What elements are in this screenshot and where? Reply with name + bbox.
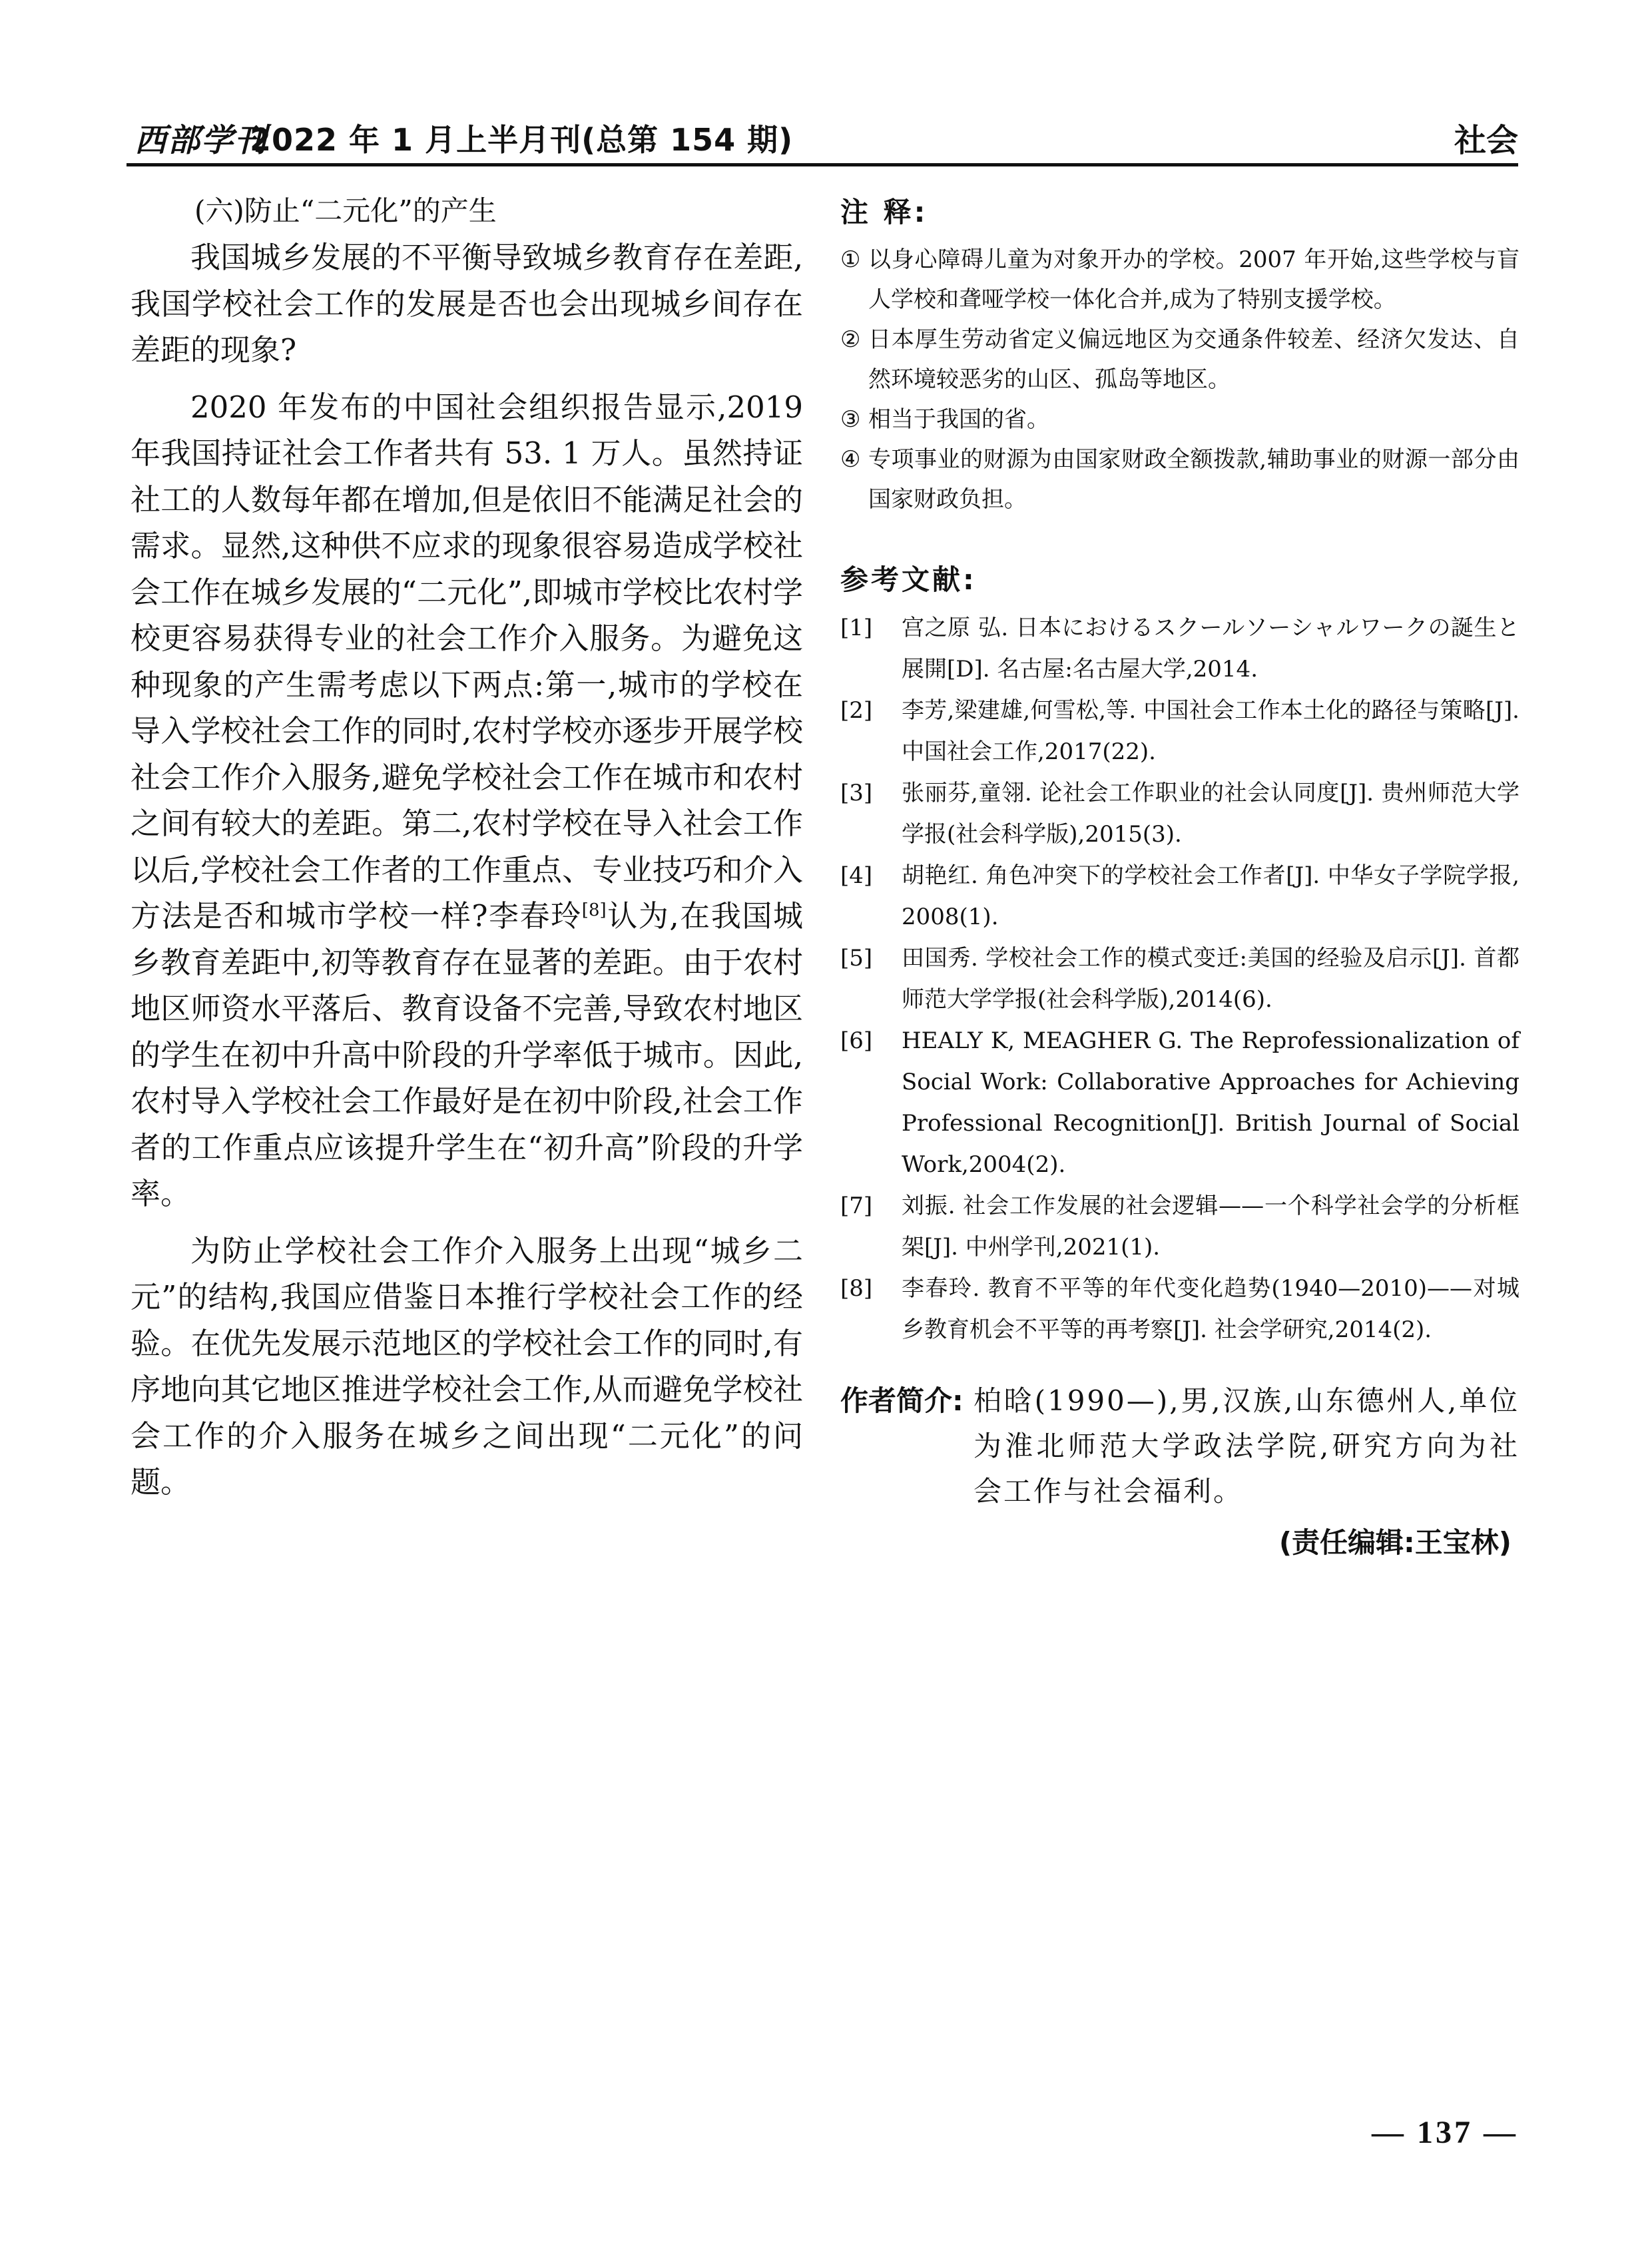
- author-text: 柏晗(1990—),男,汉族,山东德州人,单位为淮北师范大学政法学院,研究方向为社会工作与社会福利。: [973, 1384, 1519, 1508]
- page-header: [127, 115, 1518, 161]
- author-bio: [840, 1378, 1519, 1514]
- reference-number: [3]: [840, 780, 873, 806]
- responsible-editor: (责任编辑:王宝林): [1278, 1526, 1512, 1559]
- reference-item: [840, 690, 1519, 772]
- paragraph-3: 为防止学校社会工作介入服务上出现“城乡二元”的结构,我国应借鉴日本推行学校社会工作的经验。在优先发展示范地区的学校社会工作的同时,有序地向其它地区推进学校社会工作,从而避免学校社会工作的介入服务在城乡之间出现“二元化”的问题。: [131, 1233, 803, 1500]
- references-section: [840, 558, 1519, 1350]
- reference-number: [7]: [840, 1193, 873, 1219]
- reference-text: 刘振. 社会工作发展的社会逻辑——一个科学社会学的分析框架[J]. 中州学刊,2021(1).: [902, 1193, 1519, 1261]
- paragraph-2: [131, 384, 803, 1217]
- reference-item: [840, 607, 1519, 690]
- reference-text: 李芳,梁建雄,何雪松,等. 中国社会工作本土化的路径与策略[J]. 中国社会工作,2017(22).: [902, 697, 1519, 765]
- subheading: (六)防止“二元化”的产生: [194, 194, 497, 227]
- note-item: [840, 320, 1519, 400]
- reference-text: HEALY K, MEAGHER G. The Reprofessionalization of Social Work: Collaborative Approaches for Achieving Professional Recognition[J]. British Journal of Social Work,2004(2).: [902, 1027, 1519, 1178]
- reference-number: [5]: [840, 945, 873, 972]
- paragraph-2-part-a: 2020 年发布的中国社会组织报告显示,2019 年我国持证社会工作者共有 53. 1 万人。虽然持证社工的人数每年都在增加,但是依旧不能满足社会的需求。显然,这种供不应求的现象很容易造成学校社会工作在城乡发展的“二元化”,即城市学校比农村学校更容易获得专业的社会工作介入服务。为避免这种现象的产生需考虑以下两点:第一,城市的学校在导入学校社会工作的同时,农村学校亦逐步开展学校社会工作介入服务,避免学校社会工作在城市和农村之间有较大的差距。第二,农村学校在导入社会工作以后,学校社会工作者的工作重点、专业技巧和介入方法是否和城市学校一样?李春玲: [131, 389, 803, 934]
- notes-list: [840, 240, 1519, 519]
- note-item: [840, 439, 1519, 519]
- reference-number: [2]: [840, 697, 873, 724]
- reference-item: [840, 855, 1519, 938]
- reference-item: [840, 1185, 1519, 1268]
- issue-info: 2022 年 1 月上半月刊(总第 154 期): [250, 122, 794, 158]
- note-item: [840, 240, 1519, 320]
- left-column: [131, 190, 803, 1516]
- citation-superscript: [8]: [581, 900, 607, 920]
- reference-item: [840, 772, 1519, 855]
- notes-title: 注 释:: [840, 196, 928, 228]
- note-text: 以身心障碍儿童为对象开办的学校。2007 年开始,这些学校与盲人学校和聋哑学校一体化合并,成为了特别支援学校。: [868, 246, 1519, 313]
- reference-item: [840, 1268, 1519, 1350]
- author-label: 作者简介:: [840, 1384, 964, 1417]
- note-number: ④: [840, 446, 861, 473]
- reference-text: 田国秀. 学校社会工作的模式变迁:美国的经验及启示[J]. 首都师范大学学报(社会科学版),2014(6).: [902, 945, 1519, 1013]
- paragraph-1: 我国城乡发展的不平衡导致城乡教育存在差距,我国学校社会工作的发展是否也会出现城乡间存在差距的现象?: [131, 240, 803, 368]
- note-number: ②: [840, 326, 861, 353]
- section-name: 社会: [1454, 122, 1518, 159]
- note-number: ③: [840, 406, 861, 433]
- note-text: 日本厚生劳动省定义偏远地区为交通条件较差、经济欠发达、自然环境较恶劣的山区、孤岛等地区。: [868, 326, 1519, 393]
- journal-logo: 西部学刊: [135, 122, 268, 159]
- note-text: 专项事业的财源为由国家财政全额拨款,辅助事业的财源一部分由国家财政负担。: [868, 446, 1519, 513]
- references-title: 参考文献:: [840, 563, 977, 596]
- reference-number: [1]: [840, 615, 873, 641]
- reference-text: 张丽芬,童翎. 论社会工作职业的社会认同度[J]. 贵州师范大学学报(社会科学版),2015(3).: [902, 780, 1519, 848]
- reference-item: [840, 1020, 1519, 1185]
- reference-number: [8]: [840, 1275, 873, 1302]
- reference-text: 李春玲. 教育不平等的年代变化趋势(1940—2010)——对城乡教育机会不平等的再考察[J]. 社会学研究,2014(2).: [902, 1275, 1519, 1343]
- reference-item: [840, 938, 1519, 1020]
- right-column: [840, 190, 1519, 1561]
- reference-number: [6]: [840, 1027, 873, 1054]
- page-number: — 137 —: [1372, 2115, 1518, 2150]
- note-number: ①: [840, 246, 861, 273]
- reference-text: 宫之原 弘. 日本におけるスクールソーシャルワークの誕生と展開[D]. 名古屋:名古屋大学,2014.: [902, 615, 1519, 683]
- note-text: 相当于我国的省。: [868, 406, 1049, 433]
- note-item: [840, 400, 1519, 439]
- reference-number: [4]: [840, 862, 873, 889]
- reference-text: 胡艳红. 角色冲突下的学校社会工作者[J]. 中华女子学院学报,2008(1).: [902, 862, 1519, 930]
- header-rule: [127, 163, 1518, 166]
- paragraph-2-part-b: 认为,在我国城乡教育差距中,初等教育存在显著的差距。由于农村地区师资水平落后、教育设备不完善,导致农村地区的学生在初中升高中阶段的升学率低于城市。因此,农村导入学校社会工作最好是在初中阶段,社会工作者的工作重点应该提升学生在“初升高”阶段的升学率。: [131, 898, 803, 1211]
